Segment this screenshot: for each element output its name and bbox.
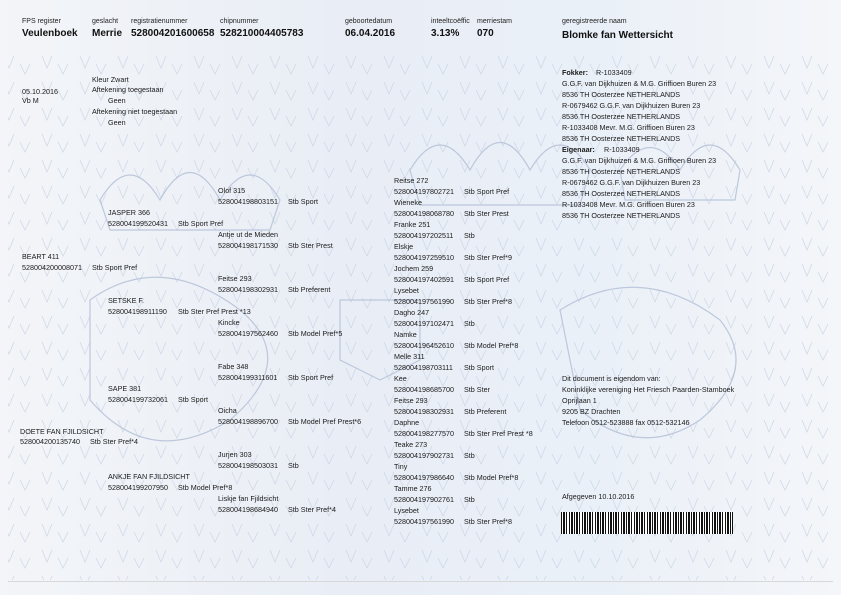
regnr-value: 528004201600658 bbox=[131, 28, 215, 39]
detail-date: 05.10.2016 bbox=[22, 87, 58, 96]
ancestor-reg: 528004197802721 bbox=[394, 187, 454, 196]
birth-value: 06.04.2016 bbox=[345, 28, 396, 39]
breeder-line: 8536 TH Oosterzee NETHERLANDS bbox=[562, 112, 681, 121]
pedigree-pred: Stb Model Pref*8 bbox=[178, 483, 233, 492]
property-line: 9205 BZ Drachten bbox=[562, 407, 621, 416]
pedigree-name: Feitse 293 bbox=[218, 274, 252, 283]
sex-label: geslacht bbox=[92, 18, 119, 25]
ancestor-name: Daphne bbox=[394, 418, 420, 427]
property-line: Dit document is eigendom van: bbox=[562, 374, 661, 383]
ancestor-reg: 528004198302931 bbox=[394, 407, 454, 416]
property-line: Oprijlaan 1 bbox=[562, 396, 597, 405]
ancestor-name: Jochem 259 bbox=[394, 264, 434, 273]
pedigree-reg: 528004198171530 bbox=[218, 241, 278, 250]
owner-line: R-1033408 Mevr. M.G. Griffioen Buren 23 bbox=[562, 200, 695, 209]
pedigree-name: Liskje fan Fjildsicht bbox=[218, 494, 279, 503]
ancestor-reg: 528004197986640 bbox=[394, 473, 454, 482]
ancestor-pred: Stb Sport Pref bbox=[464, 187, 510, 196]
ancestor-name: Feitse 293 bbox=[394, 396, 428, 405]
pedigree-pred: Stb Ster Pref*4 bbox=[90, 437, 138, 446]
ancestor-reg: 528004197561990 bbox=[394, 517, 454, 526]
pedigree-pred: Stb Preferent bbox=[288, 285, 331, 294]
detail-color: Kleur Zwart bbox=[92, 75, 129, 84]
birth-label: geboortedatum bbox=[345, 18, 393, 25]
chip-label: chipnummer bbox=[220, 18, 259, 25]
pedigree-name: BEART 411 bbox=[22, 252, 60, 261]
ancestor-name: Lysebet bbox=[394, 286, 419, 295]
pedigree-reg: 528004198896700 bbox=[218, 417, 278, 426]
ancestor-pred: Stb Ster Pref*8 bbox=[464, 517, 512, 526]
owner-line: R-0679462 G.G.F. van Dijkhuizen Buren 23 bbox=[562, 178, 701, 187]
breeder-label: Fokker: bbox=[562, 68, 588, 77]
pedigree-name: DOETE FAN FJILDSICHT bbox=[20, 427, 104, 436]
markings-not-value: Geen bbox=[108, 118, 126, 127]
ancestor-name: Namke bbox=[394, 330, 417, 339]
pedigree-reg: 528004198302931 bbox=[218, 285, 278, 294]
ancestor-reg: 528004197202511 bbox=[394, 231, 454, 240]
markings-not-label: Aftekening niet toegestaan bbox=[92, 107, 178, 116]
ancestor-reg: 528004198277570 bbox=[394, 429, 454, 438]
pedigree-pred: Stb Sport bbox=[178, 395, 208, 404]
detail-code: Vb M bbox=[22, 96, 39, 105]
breeder-line: R-1033408 Mevr. M.G. Griffioen Buren 23 bbox=[562, 123, 695, 132]
ancestor-name: Dagho 247 bbox=[394, 308, 430, 317]
markings-value: Geen bbox=[108, 96, 126, 105]
ancestor-name: Melle 311 bbox=[394, 352, 425, 361]
pedigree-name: Jurjen 303 bbox=[218, 450, 252, 459]
owner-line: 8536 TH Oosterzee NETHERLANDS bbox=[562, 167, 681, 176]
pedigree-reg: 528004198911190 bbox=[108, 307, 167, 316]
ancestor-reg: 528004198685700 bbox=[394, 385, 454, 394]
owner-line: 8536 TH Oosterzee NETHERLANDS bbox=[562, 189, 681, 198]
register-label: FPS register bbox=[22, 18, 61, 25]
pedigree-pred: Stb Model Pref Prest*6 bbox=[288, 417, 362, 426]
ancestor-pred: Stb bbox=[464, 451, 475, 460]
ancestor-reg: 528004197561990 bbox=[394, 297, 454, 306]
ancestor-pred: Stb Ster bbox=[464, 385, 490, 394]
owner-label: Eigenaar: bbox=[562, 145, 595, 154]
pedigree-pred: Stb Model Pref*5 bbox=[288, 329, 343, 338]
owner-line: 8536 TH Oosterzee NETHERLANDS bbox=[562, 211, 681, 220]
markings-label: Aftekening toegestaan bbox=[92, 85, 164, 94]
pedigree-name: ANKJE FAN FJILDSICHT bbox=[108, 472, 190, 481]
breeder-id: R-1033409 bbox=[596, 68, 632, 77]
ancestor-name: Teake 273 bbox=[394, 440, 428, 449]
breeder-line: 8536 TH Oosterzee NETHERLANDS bbox=[562, 134, 681, 143]
ancestor-pred: Stb Ster Pref Prest *8 bbox=[464, 429, 533, 438]
ancestor-reg: 528004196452610 bbox=[394, 341, 454, 350]
pedigree-pred: Stb Sport Pref bbox=[178, 219, 224, 228]
ancestor-reg: 528004197102471 bbox=[394, 319, 454, 328]
pedigree-name: Antje ut de Mieden bbox=[218, 230, 278, 239]
pedigree-reg: 528004199520431 bbox=[108, 219, 168, 228]
ancestor-name: Franke 251 bbox=[394, 220, 431, 229]
pedigree-name: JASPER 366 bbox=[108, 208, 150, 217]
ancestor-reg: 528004197259510 bbox=[394, 253, 454, 262]
ancestor-pred: Stb Sport Pref bbox=[464, 275, 510, 284]
ancestor-name: Tiny bbox=[394, 462, 408, 471]
sex-value: Merrie bbox=[92, 28, 123, 39]
pedigree-reg: 528004200135740 bbox=[20, 437, 80, 446]
breeder-line: 8536 TH Oosterzee NETHERLANDS bbox=[562, 90, 681, 99]
ancestor-reg: 528004197902731 bbox=[394, 451, 454, 460]
owner-id: R-1033409 bbox=[604, 145, 640, 154]
ancestor-pred: Stb Model Pref*8 bbox=[464, 473, 519, 482]
pedigree-pred: Stb Sport Pref bbox=[288, 373, 334, 382]
ancestor-pred: Stb Ster Prest bbox=[464, 209, 509, 218]
barcode bbox=[561, 512, 733, 534]
pedigree-pred: Stb Sport bbox=[288, 197, 318, 206]
pedigree-pred: Stb Sport Pref bbox=[92, 263, 138, 272]
ancestor-pred: Stb Model Pref*8 bbox=[464, 341, 519, 350]
ancestor-pred: Stb bbox=[464, 231, 475, 240]
pedigree-reg: 528004198684940 bbox=[218, 505, 278, 514]
ancestor-pred: Stb bbox=[464, 319, 475, 328]
pedigree-reg: 528004199732061 bbox=[108, 395, 168, 404]
name-label: geregistreerde naam bbox=[562, 18, 627, 25]
ancestor-pred: Stb Preferent bbox=[464, 407, 507, 416]
pedigree-reg: 528004197562460 bbox=[218, 329, 278, 338]
ancestor-pred: Stb Sport bbox=[464, 363, 494, 372]
pedigree-pred: Stb Ster Pref*4 bbox=[288, 505, 336, 514]
pedigree-name: SETSKE F. bbox=[108, 296, 144, 305]
horse-name: Blomke fan Wettersicht bbox=[562, 30, 673, 41]
ancestor-name: Kee bbox=[394, 374, 407, 383]
register-value: Veulenboek bbox=[22, 28, 78, 39]
divider bbox=[8, 581, 833, 582]
merriestam-value: 070 bbox=[477, 28, 494, 39]
pedigree-reg: 528004199207950 bbox=[108, 483, 168, 492]
property-line: Koninklijke vereniging Het Friesch Paarden-Stamboek bbox=[562, 385, 735, 394]
breeder-line: R-0679462 G.G.F. van Dijkhuizen Buren 23 bbox=[562, 101, 701, 110]
pedigree-reg: 528004198503031 bbox=[218, 461, 278, 470]
ancestor-name: Lysebet bbox=[394, 506, 419, 515]
issued-date: Afgegeven 10.10.2016 bbox=[562, 492, 635, 501]
pedigree-pred: Stb Ster Prest bbox=[288, 241, 333, 250]
ancestor-reg: 528004197402591 bbox=[394, 275, 454, 284]
pedigree-name: SAPE 381 bbox=[108, 384, 142, 393]
pedigree-name: Kincke bbox=[218, 318, 240, 327]
ancestor-reg: 528004198068780 bbox=[394, 209, 454, 218]
pedigree-name: Olof 315 bbox=[218, 186, 246, 195]
pedigree-reg: 528004200008071 bbox=[22, 263, 82, 272]
pedigree-pred: Stb Ster Pref Prest *13 bbox=[178, 307, 251, 316]
merriestam-label: merriestam bbox=[477, 18, 513, 25]
ancestor-name: Wieneke bbox=[394, 198, 422, 207]
ancestor-name: Tamme 276 bbox=[394, 484, 432, 493]
property-line: Telefoon 0512-523888 fax 0512-532146 bbox=[562, 418, 690, 427]
ancestor-reg: 528004197902761 bbox=[394, 495, 454, 504]
pedigree-reg: 528004198803151 bbox=[218, 197, 278, 206]
ancestor-reg: 528004198703111 bbox=[394, 363, 453, 372]
inbreeding-label: inteeltcoëffic bbox=[431, 18, 470, 25]
pedigree-reg: 528004199311601 bbox=[218, 373, 278, 382]
breeder-line: G.G.F. van Dijkhuizen & M.G. Griffioen Buren 23 bbox=[562, 79, 717, 88]
ancestor-name: Elskje bbox=[394, 242, 414, 251]
owner-line: G.G.F. van Dijkhuizen & M.G. Griffioen Buren 23 bbox=[562, 156, 717, 165]
ancestor-name: Reitse 272 bbox=[394, 176, 429, 185]
pedigree-name: Fabe 348 bbox=[218, 362, 249, 371]
ancestor-pred: Stb Ster Pref*9 bbox=[464, 253, 512, 262]
pedigree-pred: Stb bbox=[288, 461, 299, 470]
regnr-label: registratienummer bbox=[131, 18, 188, 25]
inbreeding-value: 3.13% bbox=[431, 28, 460, 39]
ancestor-pred: Stb bbox=[464, 495, 475, 504]
ancestor-pred: Stb Ster Pref*8 bbox=[464, 297, 512, 306]
chip-value: 528210004405783 bbox=[220, 28, 304, 39]
pedigree-name: Oicha bbox=[218, 406, 237, 415]
